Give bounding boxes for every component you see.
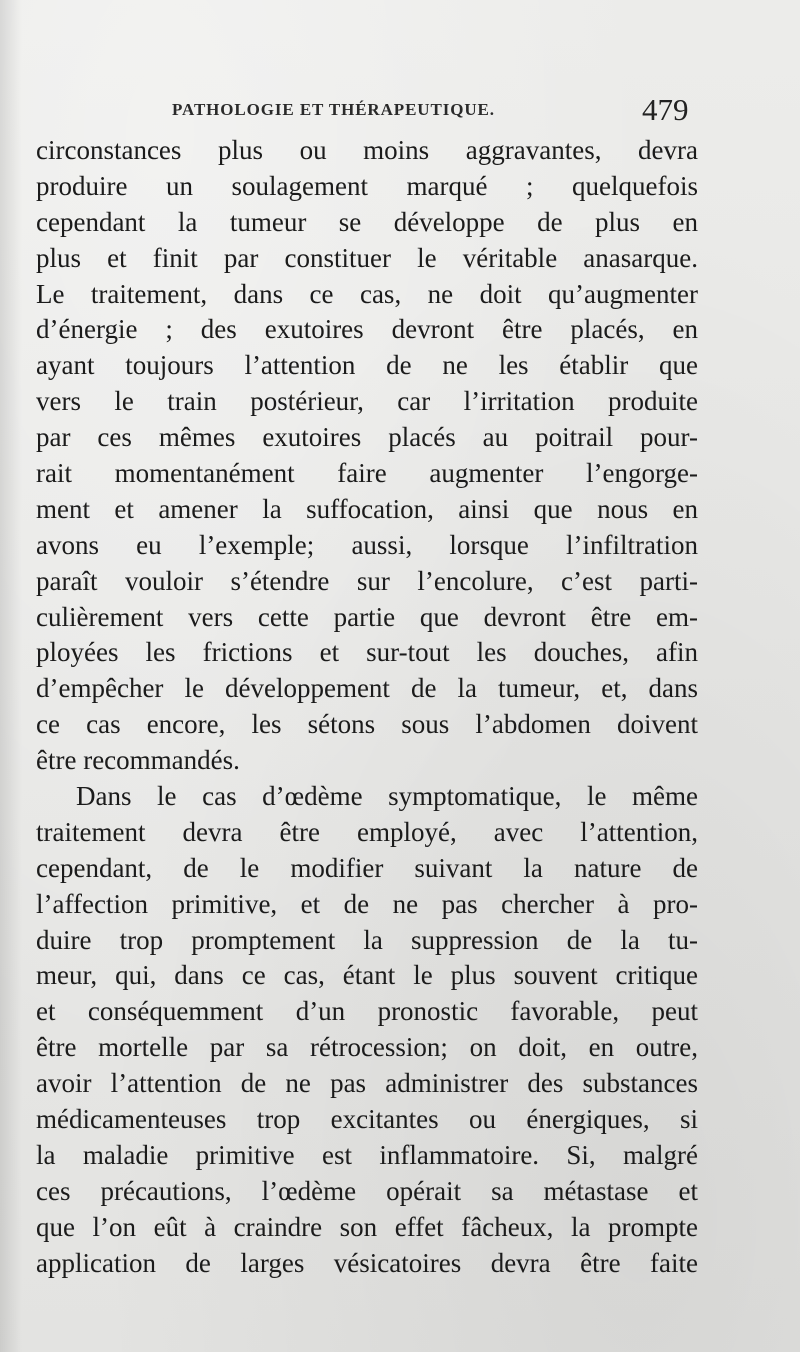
text-line: produire un soulagement marqué ; quelquefois <box>36 170 698 201</box>
text-line: paraît vouloir s’étendre sur l’encolure, c’est parti- <box>36 565 698 596</box>
text-line: application de larges vésicatoires devra être faite <box>36 1247 698 1278</box>
text-line: avons eu l’exemple; aussi, lorsque l’infiltration <box>36 529 698 560</box>
text-line: ce cas encore, les sétons sous l’abdomen doivent <box>36 709 698 740</box>
text-line: l’affection primitive, et de ne pas chercher à pro- <box>36 888 698 919</box>
text-line: par ces mêmes exutoires placés au poitrail pour- <box>36 422 698 453</box>
body-text <box>36 133 698 1282</box>
text-line: ment et amener la suffocation, ainsi que nous en <box>36 493 698 524</box>
text-line: vers le train postérieur, car l’irritation produite <box>36 386 698 417</box>
text-line: cependant la tumeur se développe de plus en <box>36 206 698 237</box>
text-line: d’empêcher le développement de la tumeur, et, dans <box>36 673 698 704</box>
text-line: Dans le cas d’œdème symptomatique, le même <box>76 781 698 812</box>
page-header <box>36 92 700 132</box>
text-line: traitement devra être employé, avec l’attention, <box>36 816 698 847</box>
text-line: ces précautions, l’œdème opérait sa métastase et <box>36 1175 698 1206</box>
text-line: duire trop promptement la suppression de la tu- <box>36 924 698 955</box>
text-line: rait momentanément faire augmenter l’engorge- <box>36 458 698 489</box>
text-line: meur, qui, dans ce cas, étant le plus souvent critique <box>36 960 698 991</box>
text-line: que l’on eût à craindre son effet fâcheux, la prompte <box>36 1211 698 1242</box>
paragraph-2 <box>36 779 698 1281</box>
text-line: et conséquemment d’un pronostic favorable, peut <box>36 996 698 1027</box>
text-line: culièrement vers cette partie que devront être em- <box>36 601 698 632</box>
text-line: être recommandés. <box>36 745 240 776</box>
text-line: la maladie primitive est inflammatoire. Si, malgré <box>36 1139 698 1170</box>
text-line: d’énergie ; des exutoires devront être placés, en <box>36 314 698 345</box>
text-line: ployées les frictions et sur-tout les douches, afin <box>36 637 698 668</box>
text-line: circonstances plus ou moins aggravantes, devra <box>36 135 698 165</box>
running-title: PATHOLOGIE ET THÉRAPEUTIQUE. <box>172 100 495 119</box>
text-line: être mortelle par sa rétrocession; on doit, en outre, <box>36 1032 698 1063</box>
text-line: plus et finit par constituer le véritable anasarque. <box>36 242 698 273</box>
text-line: avoir l’attention de ne pas administrer des substances <box>36 1068 698 1099</box>
text-line: médicamenteuses trop excitantes ou énergiques, si <box>36 1104 698 1135</box>
text-line: cependant, de le modifier suivant la nature de <box>36 852 698 883</box>
page-number: 479 <box>642 92 689 127</box>
text-line: ayant toujours l’attention de ne les établir que <box>36 350 698 381</box>
paragraph-1 <box>36 133 698 779</box>
text-line: Le traitement, dans ce cas, ne doit qu’augmenter <box>36 278 698 309</box>
page-gutter-shadow <box>0 0 22 1352</box>
